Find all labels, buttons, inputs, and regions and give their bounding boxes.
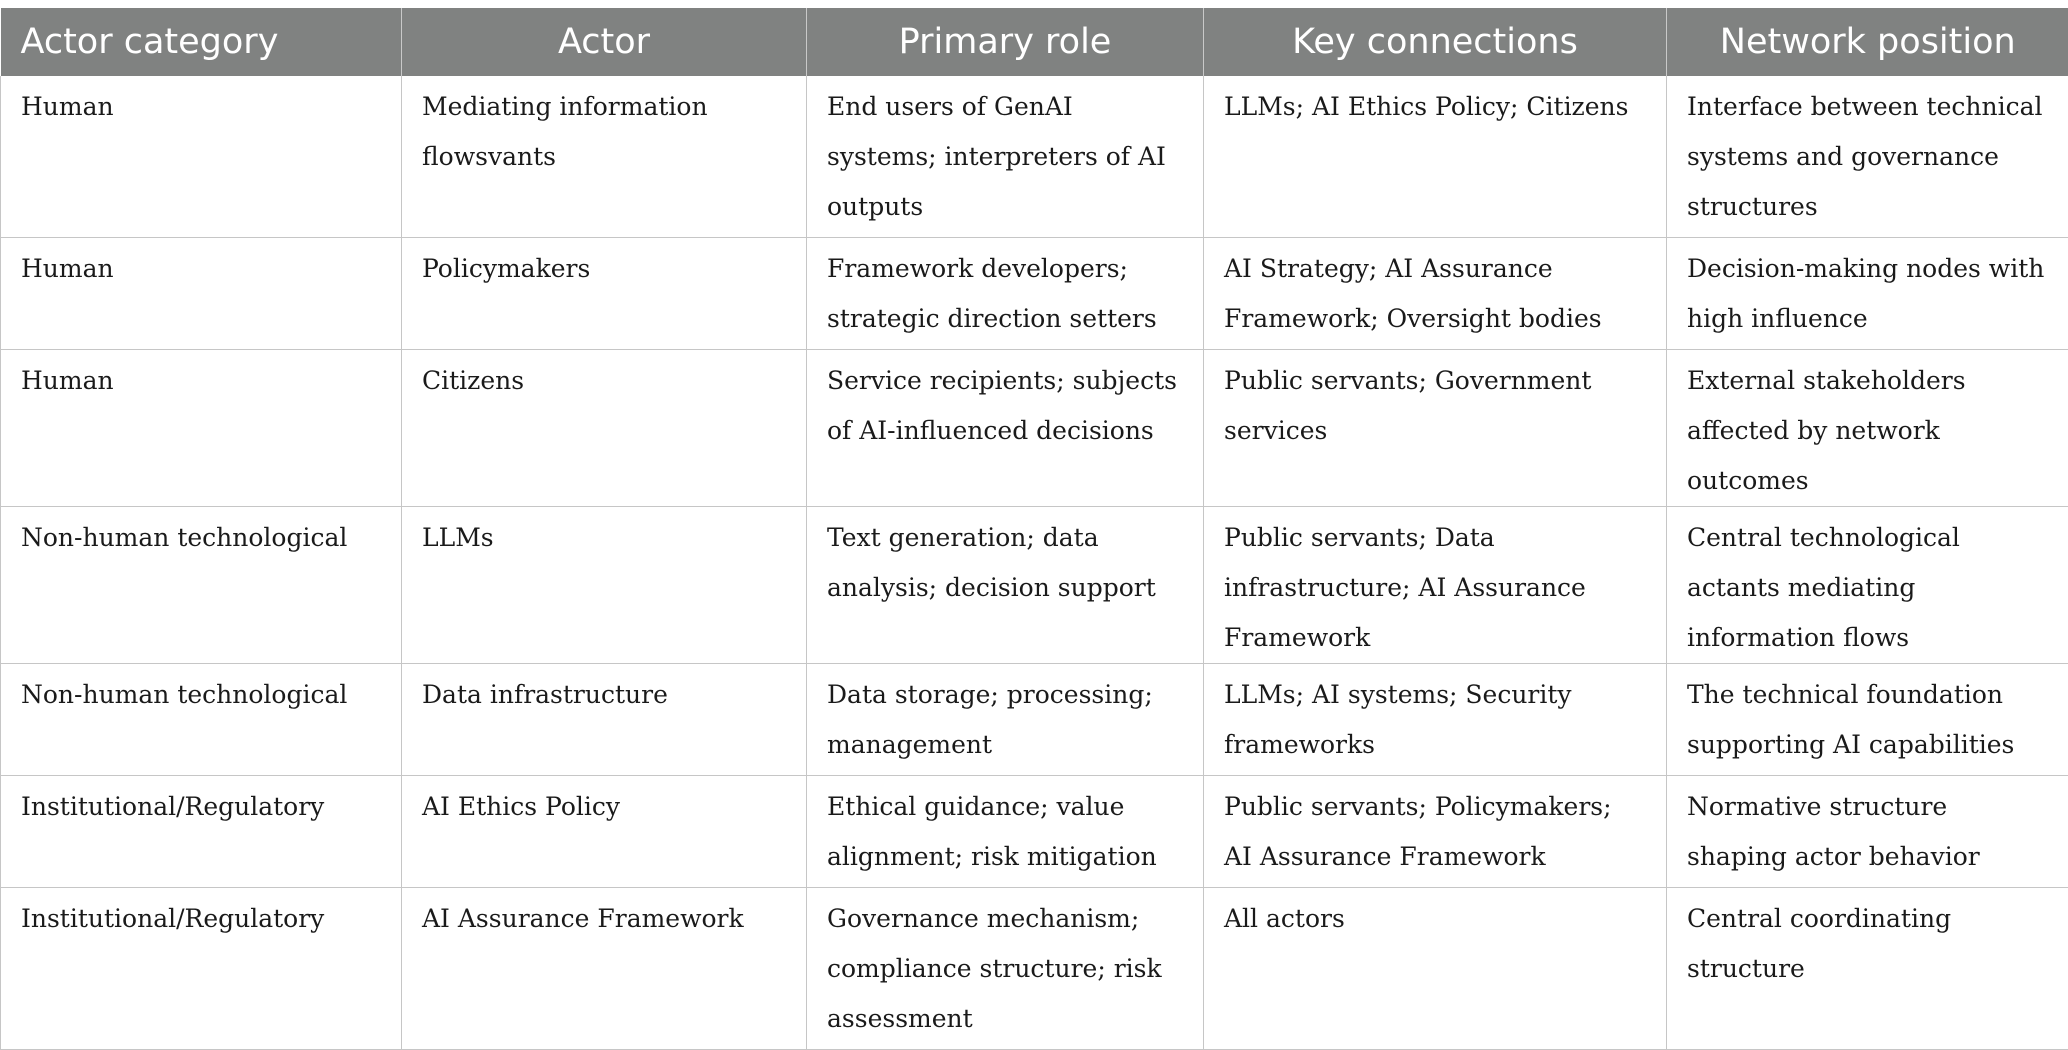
header-network-position: Network position	[1667, 8, 2068, 76]
cell-actor-category: Non-human technological	[1, 664, 402, 776]
cell-key-connections: Public servants; Data infrastructure; AI Assurance Framework	[1204, 507, 1667, 664]
cell-key-connections: LLMs; AI Ethics Policy; Citizens	[1204, 76, 1667, 238]
cell-primary-role: End users of GenAI systems; interpreters of AI outputs	[807, 76, 1204, 238]
header-key-connections: Key connections	[1204, 8, 1667, 76]
table-row	[1, 238, 2068, 350]
cell-actor-category: Human	[1, 350, 402, 507]
table-row	[1, 76, 2068, 238]
cell-network-position: Normative structure shaping actor behavior	[1667, 776, 2068, 888]
cell-key-connections: All actors	[1204, 888, 1667, 1050]
header-row	[1, 8, 2068, 76]
cell-primary-role: Ethical guidance; value alignment; risk mitigation	[807, 776, 1204, 888]
cell-primary-role: Service recipients; subjects of AI-influenced decisions	[807, 350, 1204, 507]
cell-actor: LLMs	[402, 507, 807, 664]
cell-actor-category: Non-human technological	[1, 507, 402, 664]
cell-network-position: Decision-making nodes with high influence	[1667, 238, 2068, 350]
cell-actor: Citizens	[402, 350, 807, 507]
cell-network-position: Interface between technical systems and governance structures	[1667, 76, 2068, 238]
table-row	[1, 507, 2068, 664]
cell-actor: Data infrastructure	[402, 664, 807, 776]
table-row	[1, 350, 2068, 507]
actor-network-table-container	[0, 8, 2068, 1050]
cell-actor: AI Assurance Framework	[402, 888, 807, 1050]
cell-network-position: Central technological actants mediating information flows	[1667, 507, 2068, 664]
cell-primary-role: Data storage; processing; management	[807, 664, 1204, 776]
header-actor: Actor	[402, 8, 807, 76]
table-header	[1, 8, 2068, 76]
cell-key-connections: LLMs; AI systems; Security frameworks	[1204, 664, 1667, 776]
cell-actor-category: Institutional/Regulatory	[1, 888, 402, 1050]
cell-key-connections: Public servants; Policymakers; AI Assurance Framework	[1204, 776, 1667, 888]
table-row	[1, 776, 2068, 888]
cell-primary-role: Governance mechanism; compliance structure; risk assessment	[807, 888, 1204, 1050]
cell-primary-role: Text generation; data analysis; decision support	[807, 507, 1204, 664]
cell-actor: Mediating information flowsvants	[402, 76, 807, 238]
cell-network-position: The technical foundation supporting AI capabilities	[1667, 664, 2068, 776]
cell-network-position: External stakeholders affected by network outcomes	[1667, 350, 2068, 507]
actor-network-table	[0, 8, 2068, 1050]
cell-key-connections: AI Strategy; AI Assurance Framework; Oversight bodies	[1204, 238, 1667, 350]
cell-actor-category: Human	[1, 238, 402, 350]
cell-primary-role: Framework developers; strategic direction setters	[807, 238, 1204, 350]
cell-key-connections: Public servants; Government services	[1204, 350, 1667, 507]
cell-actor-category: Human	[1, 76, 402, 238]
cell-actor: Policymakers	[402, 238, 807, 350]
cell-actor: AI Ethics Policy	[402, 776, 807, 888]
cell-actor-category: Institutional/Regulatory	[1, 776, 402, 888]
cell-network-position: Central coordinating structure	[1667, 888, 2068, 1050]
header-actor-category: Actor category	[1, 8, 402, 76]
header-primary-role: Primary role	[807, 8, 1204, 76]
table-row	[1, 888, 2068, 1050]
table-row	[1, 664, 2068, 776]
table-body	[1, 76, 2068, 1050]
